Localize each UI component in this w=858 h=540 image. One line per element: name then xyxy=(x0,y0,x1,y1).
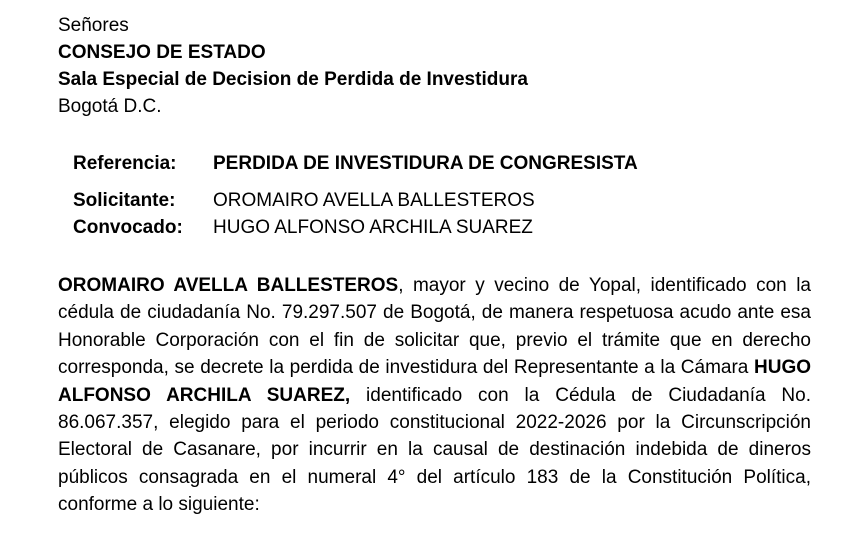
applicant-value: OROMAIRO AVELLA BALLESTEROS xyxy=(213,190,535,211)
institution-name: CONSEJO DE ESTADO xyxy=(58,42,266,63)
body-text-1: , mayor y vecino de Yopal, identificado con la cédula de ciudadanía No. 79.297.507 de Bogotá, de manera respetuosa acudo ante esa Honorable Corporación con el fin de solicitar que, previo el trámite que en derecho corresponda, se decrete la perdida de investidura del Representante a la Cámara xyxy=(58,275,811,379)
respondent-value: HUGO ALFONSO ARCHILA SUAREZ xyxy=(213,217,533,238)
reference-value: PERDIDA DE INVESTIDURA DE CONGRESISTA xyxy=(213,153,638,174)
body-text-2: identificado con la Cédula de Ciudadanía No. 86.067.357, elegido para el periodo constitucional 2022-2026 por la Circunscripción Electoral de Casanare, por incurrir en la causal de destinación indebida de dineros públicos consagrada en el numeral 4° del artículo 183 de la Constitución Política, conforme a lo siguiente: xyxy=(58,384,811,516)
respondent-row xyxy=(73,214,533,241)
city: Bogotá D.C. xyxy=(58,96,162,117)
applicant-label: Solicitante: xyxy=(73,190,176,211)
respondent-label: Convocado: xyxy=(73,217,183,238)
respondent-name: HUGO ALFONSO ARCHILA SUAREZ, xyxy=(58,357,811,406)
reference-label: Referencia: xyxy=(73,153,177,174)
applicant-name: OROMAIRO AVELLA BALLESTEROS xyxy=(58,275,399,296)
body-paragraph xyxy=(58,272,811,519)
chamber-name: Sala Especial de Decision de Perdida de Investidura xyxy=(58,69,528,90)
reference-row xyxy=(73,150,638,177)
applicant-row xyxy=(73,187,535,214)
salutation: Señores xyxy=(58,15,129,36)
addressee-block xyxy=(58,12,528,120)
